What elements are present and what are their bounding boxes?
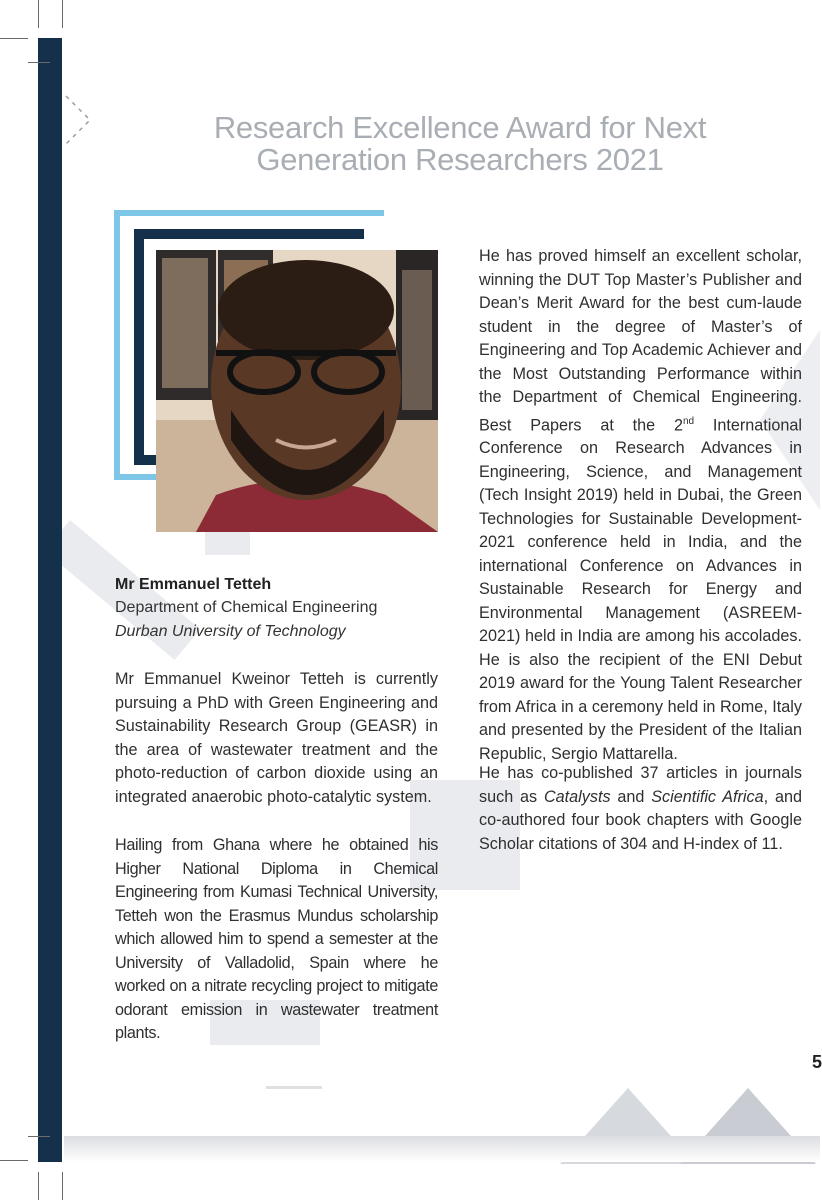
journal-name-catalysts: Catalysts: [543, 787, 611, 806]
crop-mark: [0, 38, 28, 39]
crop-mark: [62, 1172, 63, 1200]
portrait-photo: [156, 250, 438, 532]
page-title-line2: Generation Researchers 2021: [256, 142, 664, 177]
page-number: 5: [812, 1052, 822, 1072]
crop-mark: [38, 0, 39, 28]
bio-paragraph-4: [479, 762, 802, 856]
profile-university: Durban University of Technology: [115, 623, 346, 640]
profile-name: Mr Emmanuel Tetteh: [115, 576, 272, 593]
page-title-line1: Research Excellence Award for Next: [213, 110, 707, 145]
bio-paragraph-4-part-a: He has co-published 37 articles in journals such as: [479, 764, 802, 806]
top-chevron-marks: [62, 92, 94, 152]
footer-divider: [266, 1086, 322, 1089]
crop-mark: [28, 1136, 50, 1137]
bio-paragraph-4-part-b: , and co-authored four book chapters with Google Scholar citations of 304 and H-index of 11.: [479, 787, 802, 853]
crop-mark: [62, 0, 63, 28]
photo-frame-outer-left: [114, 210, 120, 480]
bio-paragraph-3-part-a: He has proved himself an excellent scholar, winning the DUT Top Master’s Publisher and Dean’s Merit Award for the best cum-laude student in the degree of Master’s of Engineering and Top Academic Achiever and the Most Outstanding Performance within the Department of Chemical Engineering. Best Papers at the 2: [479, 247, 802, 434]
photo-frame-inner: [134, 229, 364, 239]
left-navy-bar: [38, 38, 62, 1162]
bio-paragraph-1: Mr Emmanuel Kweinor Tetteh is currently pursuing a PhD with Green Engineering and Sustainability Research Group (GEASR) in the area of wastewater treatment and the photo-reduction of carbon dioxide using an integrated anaerobic photo-catalytic system.: [115, 670, 438, 806]
page-title: [150, 112, 770, 176]
photo-frame-outer-bottom: [114, 474, 158, 480]
profile-department: Department of Chemical Engineering: [115, 599, 378, 616]
portrait-illustration: [156, 250, 438, 532]
background-shape: [205, 530, 250, 555]
bio-paragraph-3: [479, 245, 802, 766]
journal-name-scientific-africa: Scientific Africa: [651, 787, 764, 806]
bio-paragraph-2: Hailing from Ghana where he obtained his Higher National Diploma in Chemical Engineering from Kumasi Technical University, Tetteh won the Erasmus Mundus scholarship which allowed him to spend a semester at the University of Valladolid, Spain where he worked on a nitrate recycling project to mitigate odorant emission in wastewater treatment plants.: [115, 836, 438, 1042]
bio-paragraph-3-part-b: International Conference on Research Advances in Engineering, Science, and Management (Tech Insight 2019) held in Dubai, the Green Technologies for Sustainable Development-2021 conference held in India, and the international Conference on Advances in Sustainable Research for Energy and Environmental Management (ASREEM-2021) held in India are among his accolades. He is also the recipient of the ENI Debut 2019 award for the Young Talent Researcher from Africa in a ceremony held in Rome, Italy and presented by the President of the Italian Republic, Sergio Mattarella.: [479, 415, 802, 763]
photo-frame-inner-left: [134, 229, 144, 465]
bottom-shadow-band: [64, 1136, 820, 1162]
crop-mark: [0, 1160, 28, 1161]
ordinal-superscript: nd: [682, 415, 695, 427]
crop-mark: [38, 1172, 39, 1200]
photo-frame-inner-bottom: [134, 455, 158, 465]
crop-mark: [28, 62, 50, 63]
conjunction-and: and: [610, 787, 652, 806]
